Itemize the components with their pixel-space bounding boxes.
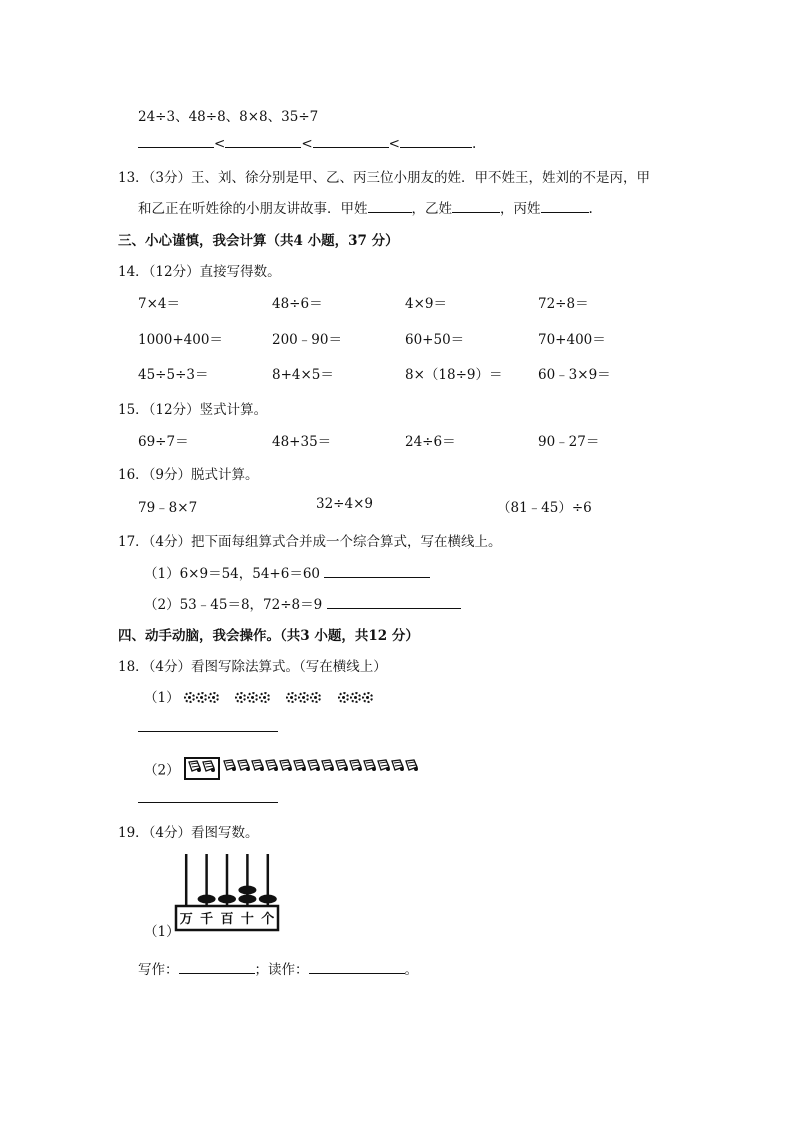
shuttlecock-icon [335, 759, 347, 772]
section-3-heading: 三、小心谨慎，我会计算（共4 小题，37 分） [118, 233, 399, 249]
q14-item: 48÷6＝ [272, 296, 323, 312]
shuttlecock-icon [349, 759, 361, 772]
section-4-heading: 四、动手动脑，我会操作。（共3 小题，共12 分） [118, 628, 419, 644]
q16-item: 32÷4×9 [316, 496, 373, 512]
q14-title: 14．（12分）直接写得数。 [118, 264, 281, 280]
grouping-box [184, 757, 220, 780]
shuttlecock-icon [405, 759, 417, 772]
q18-item2 [144, 757, 419, 780]
flower-icon [259, 692, 270, 703]
abacus-picture [172, 850, 282, 934]
abacus-place-label: 个 [261, 912, 275, 927]
abacus-bead [198, 895, 216, 904]
less-than: < [301, 136, 313, 152]
q14-item: 72÷8＝ [538, 296, 589, 312]
abacus-bead [238, 886, 256, 895]
q17-item2 [144, 593, 461, 613]
shuttlecock-icon [202, 760, 214, 773]
abacus-place-label: 万 [179, 912, 193, 927]
shuttlecock-icon [363, 759, 375, 772]
q16-item: 79﹣8×7 [138, 500, 198, 516]
answer-blank[interactable] [313, 133, 389, 148]
answer-blank[interactable] [400, 133, 472, 148]
answer-blank[interactable] [324, 563, 430, 578]
q17-item1-text: （1）6×9＝54，54+6＝60 [144, 566, 321, 582]
shuttlecock-icon [377, 759, 389, 772]
q14-item: 8+4×5＝ [272, 367, 334, 383]
abacus-place-label: 千 [200, 912, 214, 927]
q14-item: 7×4＝ [138, 296, 180, 312]
q13-line1: 13．（3分）王、刘、徐分别是甲、乙、丙三位小朋友的姓．甲不姓王，姓刘的不是丙，甲 [118, 170, 651, 186]
q15-title: 15．（12分）竖式计算。 [118, 402, 268, 418]
q13-text: 和乙正在听姓徐的小朋友讲故事．甲姓 [138, 201, 368, 217]
flower-icon [196, 692, 207, 703]
write-blank[interactable] [179, 959, 255, 974]
read-blank[interactable] [309, 959, 405, 974]
answer-blank-jia[interactable] [368, 198, 412, 213]
shuttlecock-icon [188, 760, 200, 773]
q14-item: 60﹣3×9＝ [538, 367, 611, 383]
q14-item: 200﹣90＝ [272, 332, 342, 348]
abacus-bead [259, 895, 277, 904]
answer-blank[interactable] [138, 133, 214, 148]
flower-icon [362, 692, 373, 703]
q19-answer-row [138, 958, 418, 978]
q12-expression: 24÷3、48÷8、8×8、35÷7 [138, 109, 319, 125]
q14-item: 45÷5÷3＝ [138, 367, 209, 383]
q18-item1-label: （1） [144, 690, 180, 706]
shuttlecock-icon [293, 759, 305, 772]
less-than: < [214, 136, 226, 152]
flower-icon [208, 692, 219, 703]
flower-icon [350, 692, 361, 703]
q14-item: 60+50＝ [405, 332, 465, 348]
q12-order-row [138, 133, 476, 152]
flower-icon [286, 692, 297, 703]
less-than: < [388, 136, 400, 152]
abacus-bead [238, 895, 256, 904]
q19-item1-label: （1） [144, 924, 180, 940]
shuttlecock-icon [391, 759, 403, 772]
shuttlecock-icon [321, 759, 333, 772]
shuttlecock-icon [223, 759, 235, 772]
q15-item: 90﹣27＝ [538, 434, 600, 450]
q13-line2 [138, 197, 593, 217]
shuttlecock-icon [251, 759, 263, 772]
q17-title: 17．（4分）把下面每组算式合并成一个综合算式，写在横线上。 [118, 534, 502, 550]
q13-text: ，乙姓 [411, 201, 452, 217]
period: 。 [404, 962, 418, 978]
shuttlecock-icon [265, 759, 277, 772]
q16-item: （81﹣45）÷6 [497, 500, 592, 516]
flower-icon [235, 692, 246, 703]
period: . [471, 136, 477, 152]
q14-item: 70+400＝ [538, 332, 606, 348]
abacus-place-label: 百 [220, 912, 234, 927]
read-label: ；读作： [254, 962, 309, 978]
shuttlecock-icon [279, 759, 291, 772]
abacus-bead [218, 895, 236, 904]
q15-item: 48+35＝ [272, 434, 332, 450]
q18-title: 18．（4分）看图写除法算式。（写在横线上） [118, 659, 387, 675]
flower-icon [247, 692, 258, 703]
flower-icon [184, 692, 195, 703]
flower-groups-picture [184, 691, 385, 707]
shuttlecock-picture [184, 757, 419, 780]
q15-item: 24÷6＝ [405, 434, 456, 450]
answer-blank[interactable] [225, 133, 301, 148]
answer-line[interactable] [138, 731, 278, 732]
answer-blank[interactable] [327, 594, 461, 609]
answer-blank-bing[interactable] [541, 198, 589, 213]
flower-icon [298, 692, 309, 703]
answer-line[interactable] [138, 802, 278, 803]
q14-item: 8×（18÷9）＝ [405, 367, 503, 383]
q15-item: 69÷7＝ [138, 434, 189, 450]
write-label: 写作： [138, 962, 179, 978]
q13-text: . [588, 201, 593, 217]
q13-text: ，丙姓 [500, 201, 541, 217]
shuttlecock-icon [237, 759, 249, 772]
q14-item: 4×9＝ [405, 296, 447, 312]
q17-item1 [144, 562, 430, 582]
abacus-place-label: 十 [240, 912, 254, 927]
flower-icon [338, 692, 349, 703]
q16-title: 16．（9分）脱式计算。 [118, 467, 259, 483]
q18-item2-label: （2） [144, 762, 180, 779]
q17-item2-text: （2）53﹣45＝8，72÷8＝9 [144, 597, 323, 613]
answer-blank-yi[interactable] [452, 198, 500, 213]
q19-title: 19．（4分）看图写数。 [118, 825, 259, 841]
flower-icon [310, 692, 321, 703]
q14-item: 1000+400＝ [138, 332, 223, 348]
q18-item1 [144, 686, 385, 707]
shuttlecock-icon [307, 759, 319, 772]
